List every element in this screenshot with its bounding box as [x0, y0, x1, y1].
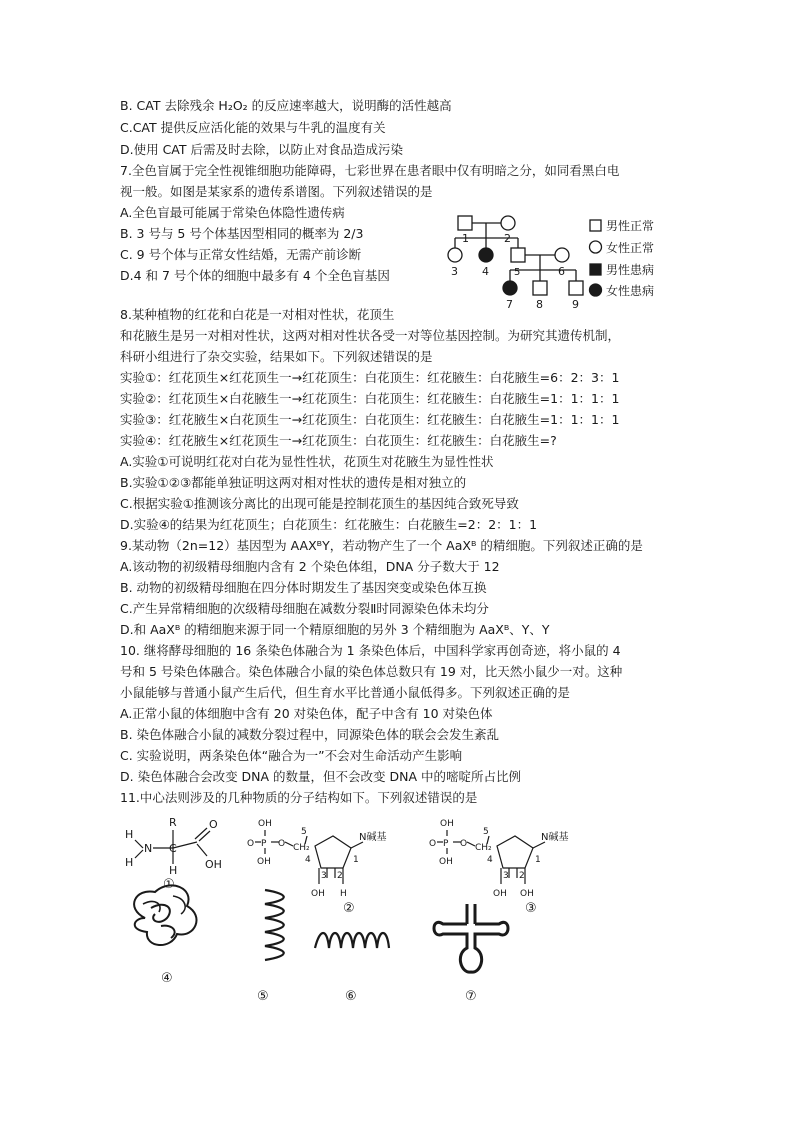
q8-experiment-2: 实验②：红花顶生×白花腋生一→红花顶生：白花顶生：红花腋生：白花腋生=1：1：1：1 — [120, 391, 620, 406]
rna-phosphate-p: P — [443, 839, 449, 849]
carbon-3: 3 — [321, 871, 327, 881]
atom-o: O — [209, 818, 218, 831]
legend-male-normal: 男性正常 — [606, 219, 655, 233]
label-7: ⑦ — [465, 989, 477, 1004]
q9-option-a: A.该动物的初级精母细胞内含有 2 个染色体组，DNA 分子数大于 12 — [120, 559, 500, 574]
phosphate-oh-top: OH — [258, 819, 272, 829]
atom-oh: OH — [205, 858, 222, 871]
deoxy-h: H — [340, 889, 347, 899]
atom-h-left: H — [125, 828, 134, 841]
rna-phosphate-oh-bottom: OH — [439, 857, 453, 867]
pedigree-number-2: 2 — [504, 232, 511, 245]
rna-carbon-5: 5 — [483, 827, 489, 837]
phosphate-oh-bottom: OH — [257, 857, 271, 867]
label-4: ④ — [161, 971, 173, 986]
rna-carbon-4: 4 — [487, 855, 493, 865]
carbon-4: 4 — [305, 855, 311, 865]
phosphate-o-left: O — [247, 839, 255, 849]
q10-stem-line3: 小鼠能够与普通小鼠产生后代，但生育水平比普通小鼠低得多。下列叙述正确的是 — [120, 685, 571, 700]
q7-option-d: D.4 和 7 号个体的细胞中最多有 4 个全色盲基因 — [120, 268, 390, 283]
q8-experiment-3: 实验③：红花腋生×白花顶生一→红花顶生：白花顶生：红花腋生：白花腋生=1：1：1：1 — [120, 412, 620, 427]
pedigree-number-3: 3 — [451, 265, 458, 278]
rna-ch2-label: CH₂ — [475, 843, 492, 853]
q9-option-b: B. 动物的初级精母细胞在四分体时期发生了基因突变或染色体互换 — [120, 580, 487, 595]
carbon-1: 1 — [353, 855, 359, 865]
pedigree-number-5: 5 — [514, 267, 521, 278]
atom-h-lower-left: H — [125, 856, 134, 869]
q6-option-d: D.使用 CAT 后需及时去除，以防止对食品造成污染 — [120, 142, 403, 157]
pedigree-3-female-normal — [448, 248, 462, 262]
phosphate-o-right: O — [278, 839, 286, 849]
pedigree-number-6: 6 — [558, 265, 565, 278]
q9-option-d: D.和 AaXᴮ 的精细胞来源于同一个精原细胞的另外 3 个精细胞为 AaXᴮ、Y、Y — [120, 622, 550, 637]
legend-male-affected-icon — [590, 264, 601, 275]
q11-stem: 11.中心法则涉及的几种物质的分子结构如下。下列叙述错误的是 — [120, 790, 478, 805]
rna-phosphate-o-left: O — [429, 839, 437, 849]
q8-option-c: C.根据实验①推测该分离比的出现可能是控制花顶生的基因纯合致死导致 — [120, 496, 519, 511]
q7-stem-line2: 视一般。如图是某家系的遗传系谱图。下列叙述错误的是 — [120, 184, 433, 199]
q10-stem-line2: 号和 5 号染色体融合。染色体融合小鼠的染色体总数只有 19 对，比天然小鼠少一对。这种 — [120, 664, 623, 679]
legend-female-normal-icon — [590, 241, 602, 253]
q7-stem-line1: 7.全色盲属于完全性视锥细胞功能障碍，七彩世界在患者眼中仅有明暗之分，如同看黑白电 — [120, 163, 620, 178]
label-3: ③ — [525, 901, 537, 916]
q8-experiment-1: 实验①：红花顶生×红花顶生一→红花顶生：白花顶生：红花腋生：白花腋生=6：2：3：1 — [120, 370, 620, 385]
atom-r: R — [169, 816, 177, 829]
q10-stem-line1: 10. 继将酵母细胞的 16 条染色体融合为 1 条染色体后，中国科学家再创奇迹，将小鼠的 4 — [120, 643, 621, 658]
atom-h-bottom: H — [169, 864, 178, 877]
legend-male-normal-icon — [590, 220, 601, 231]
label-2: ② — [343, 901, 355, 916]
q6-option-c: C.CAT 提供反应活化能的效果与牛乳的温度有关 — [120, 120, 386, 135]
q8-stem-line2: 和花腋生是另一对相对性状，这两对相对性状各受一对等位基因控制。为研究其遗传机制， — [120, 328, 621, 343]
q8-stem-line3: 科研小组进行了杂交实验，结果如下。下列叙述错误的是 — [120, 349, 433, 364]
q7-option-c: C. 9 号个体与正常女性结婚，无需产前诊断 — [120, 247, 362, 262]
legend-female-affected: 女性患病 — [606, 284, 655, 298]
pedigree-2-female-normal — [501, 216, 515, 230]
pedigree-number-4: 4 — [482, 265, 489, 278]
q8-option-a: A.实验①可说明红花对白花为显性性状，花顶生对花腋生为显性性状 — [120, 454, 494, 469]
pedigree-number-1: 1 — [462, 232, 469, 245]
label-5: ⑤ — [257, 989, 269, 1004]
q7-option-b: B. 3 号与 5 号个体基因型相同的概率为 2/3 — [120, 226, 364, 241]
trna-cloverleaf-shape — [434, 904, 508, 972]
coiled-strand-shape — [315, 933, 389, 948]
pedigree-chart — [440, 208, 700, 312]
pedigree-5-male-normal — [511, 248, 525, 262]
pedigree-6-female-normal — [555, 248, 569, 262]
q10-option-b: B. 染色体融合小鼠的减数分裂过程中，同源染色体的联会会发生紊乱 — [120, 727, 500, 742]
rna-phosphate-oh-top: OH — [440, 819, 454, 829]
label-6: ⑥ — [345, 989, 357, 1004]
phosphate-p: P — [261, 839, 267, 849]
q8-experiment-4: 实验④：红花腋生×红花顶生一→红花顶生：白花顶生：红花腋生：白花腋生=? — [120, 433, 557, 448]
ch2-label: CH₂ — [293, 843, 310, 853]
q8-stem-line1: 8.某种植物的红花和白花是一对相对性状，花顶生 — [120, 307, 395, 322]
pedigree-7-female-affected — [503, 281, 517, 295]
q9-option-c: C.产生异常精细胞的次级精母细胞在减数分裂Ⅱ时同源染色体未均分 — [120, 601, 489, 616]
carbon-2: 2 — [337, 871, 343, 881]
rna-oh-3: OH — [493, 889, 507, 899]
q10-option-c: C. 实验说明，两条染色体“融合为一”不会对生命活动产生影响 — [120, 748, 463, 763]
atom-c-alpha: C — [169, 842, 177, 855]
q11-figure — [115, 808, 635, 1008]
rna-phosphate-o-right: O — [460, 839, 468, 849]
alpha-helix-shape — [265, 890, 284, 960]
pedigree-number-7: 7 — [506, 298, 513, 311]
rna-carbon-1: 1 — [535, 855, 541, 865]
rna-base-label: N碱基 — [541, 832, 569, 843]
pedigree-8-male-normal — [533, 281, 547, 295]
pedigree-9-male-normal — [569, 281, 583, 295]
pedigree-1-male-normal — [458, 216, 472, 230]
deoxy-oh: OH — [311, 889, 325, 899]
q8-option-d: D.实验④的结果为红花顶生；白花顶生：红花腋生：白花腋生=2：2：1：1 — [120, 517, 538, 532]
legend-male-affected: 男性患病 — [606, 263, 655, 277]
carbon-5: 5 — [301, 827, 307, 837]
legend-female-affected-icon — [590, 284, 602, 296]
q9-stem: 9.某动物（2n=12）基因型为 AAXᴮY，若动物产生了一个 AaXᴮ 的精细胞。下列叙述正确的是 — [120, 538, 643, 553]
pedigree-4-female-affected — [479, 248, 493, 262]
protein-tertiary-structure-shape — [134, 885, 196, 945]
rna-carbon-2: 2 — [519, 871, 525, 881]
q8-option-b: B.实验①②③都能单独证明这两对相对性状的遗传是相对独立的 — [120, 475, 467, 490]
pedigree-number-8: 8 — [536, 298, 543, 311]
base-label: N碱基 — [359, 832, 387, 843]
atom-n: N — [144, 842, 153, 855]
q10-option-a: A.正常小鼠的体细胞中含有 20 对染色体，配子中含有 10 对染色体 — [120, 706, 493, 721]
pedigree-number-9: 9 — [572, 298, 579, 311]
label-1: ① — [163, 877, 175, 892]
q7-option-a: A.全色盲最可能属于常染色体隐性遗传病 — [120, 205, 345, 220]
q6-option-b: B. CAT 去除残余 H₂O₂ 的反应速率越大，说明酶的活性越高 — [120, 98, 452, 113]
rna-oh-2: OH — [520, 889, 534, 899]
legend-female-normal: 女性正常 — [606, 241, 655, 255]
rna-carbon-3: 3 — [503, 871, 509, 881]
q10-option-d: D. 染色体融合会改变 DNA 的数量，但不会改变 DNA 中的嘧啶所占比例 — [120, 769, 522, 784]
